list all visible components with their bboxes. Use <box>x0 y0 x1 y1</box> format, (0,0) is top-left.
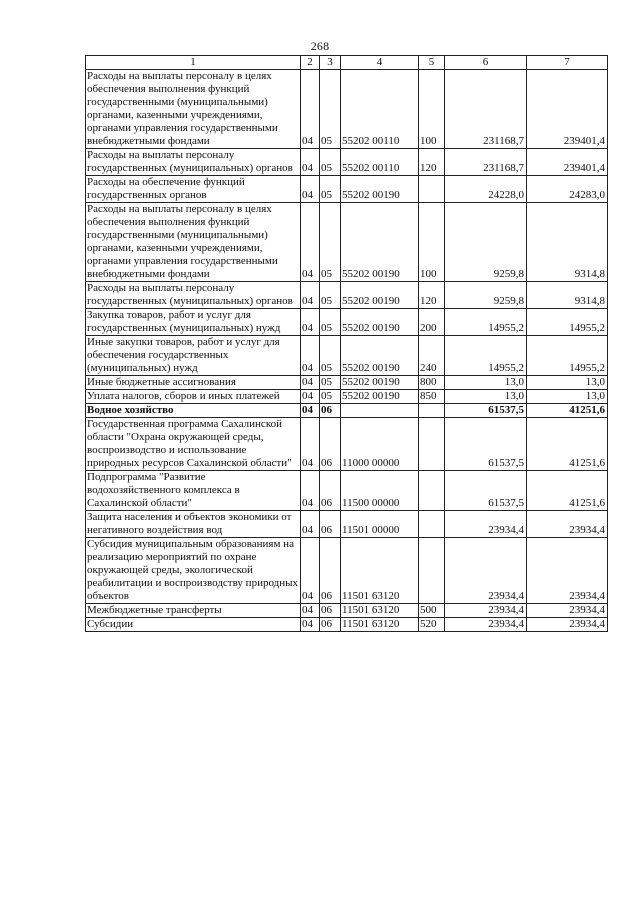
expense-type-cell: 240 <box>419 336 445 376</box>
subsection-code-cell: 05 <box>320 336 341 376</box>
amount-year1-cell: 14955,2 <box>445 309 527 336</box>
row-name-cell: Межбюджетные трансферты <box>86 604 301 618</box>
target-article-cell: 11000 00000 <box>341 418 419 471</box>
amount-year2-cell: 41251,6 <box>527 404 608 418</box>
amount-year2-cell: 23934,4 <box>527 604 608 618</box>
target-article-cell: 11501 63120 <box>341 538 419 604</box>
table-row <box>86 604 608 618</box>
amount-year1-cell: 23934,4 <box>445 511 527 538</box>
expense-type-cell: 120 <box>419 282 445 309</box>
expense-type-cell <box>419 511 445 538</box>
amount-year2-cell: 239401,4 <box>527 149 608 176</box>
row-name-cell: Расходы на выплаты персоналу в целях обеспечения выполнения функций государственными (муниципальными) органами, казенными учреждениями, органами управления государственными внебюджетными фондами <box>86 70 301 149</box>
subsection-code-cell: 06 <box>320 404 341 418</box>
amount-year2-cell: 9314,8 <box>527 282 608 309</box>
expense-type-cell <box>419 538 445 604</box>
section-code-cell: 04 <box>301 282 320 309</box>
amount-year1-cell: 9259,8 <box>445 203 527 282</box>
amount-year1-cell: 24228,0 <box>445 176 527 203</box>
expense-type-cell: 500 <box>419 604 445 618</box>
target-article-cell: 11501 63120 <box>341 618 419 632</box>
amount-year2-cell: 24283,0 <box>527 176 608 203</box>
amount-year2-cell: 23934,4 <box>527 618 608 632</box>
row-name-cell: Закупка товаров, работ и услуг для государственных (муниципальных) нужд <box>86 309 301 336</box>
section-code-cell: 04 <box>301 390 320 404</box>
section-code-cell: 04 <box>301 604 320 618</box>
section-code-cell: 04 <box>301 203 320 282</box>
expense-type-cell: 520 <box>419 618 445 632</box>
table-row <box>86 538 608 604</box>
section-code-cell: 04 <box>301 70 320 149</box>
row-name-cell: Водное хозяйство <box>86 404 301 418</box>
table-row <box>86 404 608 418</box>
table-row <box>86 376 608 390</box>
expense-type-cell <box>419 471 445 511</box>
section-code-cell: 04 <box>301 618 320 632</box>
section-code-cell: 04 <box>301 511 320 538</box>
row-name-cell: Иные бюджетные ассигнования <box>86 376 301 390</box>
expense-type-cell: 120 <box>419 149 445 176</box>
column-header: 5 <box>419 56 445 70</box>
expense-type-cell <box>419 176 445 203</box>
section-code-cell: 04 <box>301 404 320 418</box>
table-header-row <box>86 56 608 70</box>
section-code-cell: 04 <box>301 538 320 604</box>
table-row <box>86 309 608 336</box>
amount-year2-cell: 9314,8 <box>527 203 608 282</box>
expense-type-cell: 200 <box>419 309 445 336</box>
column-header: 1 <box>86 56 301 70</box>
amount-year1-cell: 61537,5 <box>445 418 527 471</box>
table-row <box>86 70 608 149</box>
target-article-cell <box>341 404 419 418</box>
subsection-code-cell: 05 <box>320 70 341 149</box>
target-article-cell: 11501 00000 <box>341 511 419 538</box>
row-name-cell: Расходы на обеспечение функций государственных органов <box>86 176 301 203</box>
table-row <box>86 149 608 176</box>
amount-year1-cell: 23934,4 <box>445 538 527 604</box>
target-article-cell: 55202 00190 <box>341 176 419 203</box>
amount-year1-cell: 231168,7 <box>445 70 527 149</box>
table-row <box>86 471 608 511</box>
column-header: 4 <box>341 56 419 70</box>
row-name-cell: Расходы на выплаты персоналу государственных (муниципальных) органов <box>86 282 301 309</box>
expense-type-cell: 100 <box>419 203 445 282</box>
target-article-cell: 55202 00190 <box>341 203 419 282</box>
column-header: 7 <box>527 56 608 70</box>
table-row <box>86 176 608 203</box>
amount-year1-cell: 23934,4 <box>445 604 527 618</box>
section-code-cell: 04 <box>301 376 320 390</box>
table-row <box>86 390 608 404</box>
amount-year1-cell: 13,0 <box>445 390 527 404</box>
expense-type-cell: 100 <box>419 70 445 149</box>
table-row <box>86 511 608 538</box>
section-code-cell: 04 <box>301 418 320 471</box>
amount-year1-cell: 9259,8 <box>445 282 527 309</box>
target-article-cell: 11501 63120 <box>341 604 419 618</box>
amount-year2-cell: 41251,6 <box>527 471 608 511</box>
target-article-cell: 11500 00000 <box>341 471 419 511</box>
expense-type-cell: 850 <box>419 390 445 404</box>
subsection-code-cell: 06 <box>320 418 341 471</box>
subsection-code-cell: 06 <box>320 471 341 511</box>
expense-type-cell <box>419 404 445 418</box>
amount-year2-cell: 41251,6 <box>527 418 608 471</box>
table-row <box>86 618 608 632</box>
target-article-cell: 55202 00190 <box>341 376 419 390</box>
row-name-cell: Защита населения и объектов экономики от негативного воздействия вод <box>86 511 301 538</box>
target-article-cell: 55202 00190 <box>341 390 419 404</box>
table-body <box>86 56 608 632</box>
column-header: 2 <box>301 56 320 70</box>
row-name-cell: Расходы на выплаты персоналу в целях обеспечения выполнения функций государственными (муниципальными) органами, казенными учреждениями, органами управления государственными внебюджетными фондами <box>86 203 301 282</box>
subsection-code-cell: 05 <box>320 149 341 176</box>
subsection-code-cell: 05 <box>320 282 341 309</box>
row-name-cell: Уплата налогов, сборов и иных платежей <box>86 390 301 404</box>
expense-type-cell <box>419 418 445 471</box>
row-name-cell: Субсидии <box>86 618 301 632</box>
amount-year2-cell: 23934,4 <box>527 511 608 538</box>
target-article-cell: 55202 00190 <box>341 309 419 336</box>
subsection-code-cell: 05 <box>320 309 341 336</box>
budget-table <box>85 55 608 632</box>
column-header: 6 <box>445 56 527 70</box>
subsection-code-cell: 06 <box>320 604 341 618</box>
section-code-cell: 04 <box>301 336 320 376</box>
table-row <box>86 336 608 376</box>
section-code-cell: 04 <box>301 176 320 203</box>
amount-year1-cell: 231168,7 <box>445 149 527 176</box>
amount-year2-cell: 14955,2 <box>527 309 608 336</box>
section-code-cell: 04 <box>301 471 320 511</box>
column-header: 3 <box>320 56 341 70</box>
section-code-cell: 04 <box>301 309 320 336</box>
amount-year1-cell: 61537,5 <box>445 404 527 418</box>
row-name-cell: Расходы на выплаты персоналу государственных (муниципальных) органов <box>86 149 301 176</box>
subsection-code-cell: 06 <box>320 538 341 604</box>
row-name-cell: Государственная программа Сахалинской области "Охрана окружающей среды, воспроизводство и использование природных ресурсов Сахалинской области" <box>86 418 301 471</box>
amount-year2-cell: 13,0 <box>527 390 608 404</box>
expense-type-cell: 800 <box>419 376 445 390</box>
amount-year1-cell: 13,0 <box>445 376 527 390</box>
subsection-code-cell: 05 <box>320 376 341 390</box>
target-article-cell: 55202 00190 <box>341 282 419 309</box>
row-name-cell: Субсидия муниципальным образованиям на реализацию мероприятий по охране окружающей среды, экологической реабилитации и воспроизводству природных объектов <box>86 538 301 604</box>
row-name-cell: Иные закупки товаров, работ и услуг для обеспечения государственных (муниципальных) нужд <box>86 336 301 376</box>
amount-year1-cell: 23934,4 <box>445 618 527 632</box>
subsection-code-cell: 05 <box>320 390 341 404</box>
subsection-code-cell: 06 <box>320 618 341 632</box>
target-article-cell: 55202 00110 <box>341 149 419 176</box>
table-row <box>86 203 608 282</box>
subsection-code-cell: 05 <box>320 176 341 203</box>
target-article-cell: 55202 00110 <box>341 70 419 149</box>
section-code-cell: 04 <box>301 149 320 176</box>
page-number: 268 <box>310 39 330 53</box>
amount-year2-cell: 23934,4 <box>527 538 608 604</box>
subsection-code-cell: 05 <box>320 203 341 282</box>
subsection-code-cell: 06 <box>320 511 341 538</box>
amount-year2-cell: 13,0 <box>527 376 608 390</box>
table-row <box>86 282 608 309</box>
amount-year1-cell: 14955,2 <box>445 336 527 376</box>
amount-year2-cell: 14955,2 <box>527 336 608 376</box>
amount-year1-cell: 61537,5 <box>445 471 527 511</box>
row-name-cell: Подпрограмма "Развитие водохозяйственного комплекса в Сахалинской области" <box>86 471 301 511</box>
target-article-cell: 55202 00190 <box>341 336 419 376</box>
amount-year2-cell: 239401,4 <box>527 70 608 149</box>
table-row <box>86 418 608 471</box>
